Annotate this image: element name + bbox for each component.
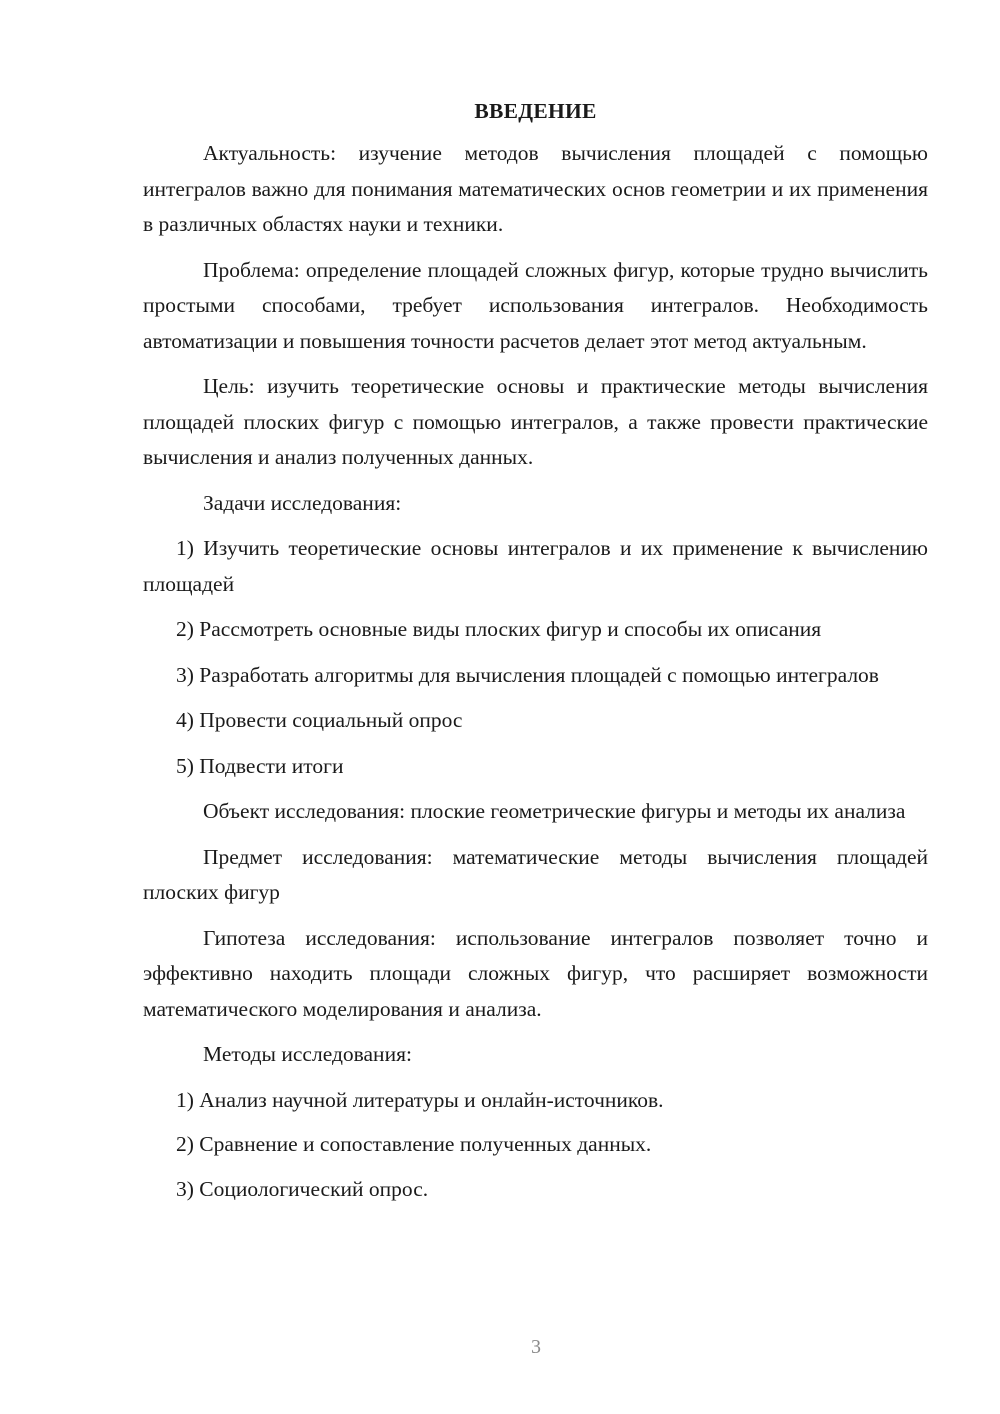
paragraph-tasks-heading: Задачи исследования: bbox=[203, 490, 402, 515]
paragraph-problem: Проблема: определение площадей сложных фигур, которые трудно вычислить простыми способами, требует использования интегралов. Необходимость автоматизации и повышения точности расчетов делает этот метод актуальным. bbox=[143, 257, 928, 353]
task-item-3: 3) Разработать алгоритмы для вычисления площадей с помощью интегралов bbox=[176, 662, 879, 687]
method-item-3: 3) Социологический опрос. bbox=[176, 1176, 429, 1201]
task-item-2: 2) Рассмотреть основные виды плоских фигур и способы их описания bbox=[176, 617, 822, 641]
paragraph-methods-heading: Методы исследования: bbox=[203, 1042, 412, 1066]
paragraph-relevance: Актуальность: изучение методов вычисления площадей с помощью интегралов важно для понимания математических основ геометрии и их применения в различных областях науки и техники. bbox=[143, 141, 928, 236]
task-item-4: 4) Провести социальный опрос bbox=[176, 708, 463, 732]
paragraph-object: Объект исследования: плоские геометрические фигуры и методы их анализа bbox=[203, 799, 906, 823]
paragraph-hypothesis: Гипотеза исследования: использование интегралов позволяет точно и эффективно находить площади сложных фигур, что расширяет возможности математического моделирования и анализа. bbox=[143, 925, 928, 1021]
page-number: 3 bbox=[531, 1336, 541, 1358]
section-title: ВВЕДЕНИЕ bbox=[474, 99, 597, 123]
paragraph-goal: Цель: изучить теоретические основы и практические методы вычисления площадей плоских фигур с помощью интегралов, а также провести практические вычисления и анализ полученных данных. bbox=[143, 374, 928, 469]
paragraph-subject: Предмет исследования: математические методы вычисления площадей плоских фигур bbox=[143, 844, 928, 904]
task-item-5: 5) Подвести итоги bbox=[176, 753, 344, 778]
method-item-1: 1) Анализ научной литературы и онлайн-источников. bbox=[176, 1087, 664, 1112]
task-item-1: 1) Изучить теоретические основы интегралов и их применение к вычислению площадей bbox=[143, 536, 928, 596]
method-item-2: 2) Сравнение и сопоставление полученных данных. bbox=[176, 1132, 652, 1156]
page-content bbox=[143, 96, 928, 1216]
